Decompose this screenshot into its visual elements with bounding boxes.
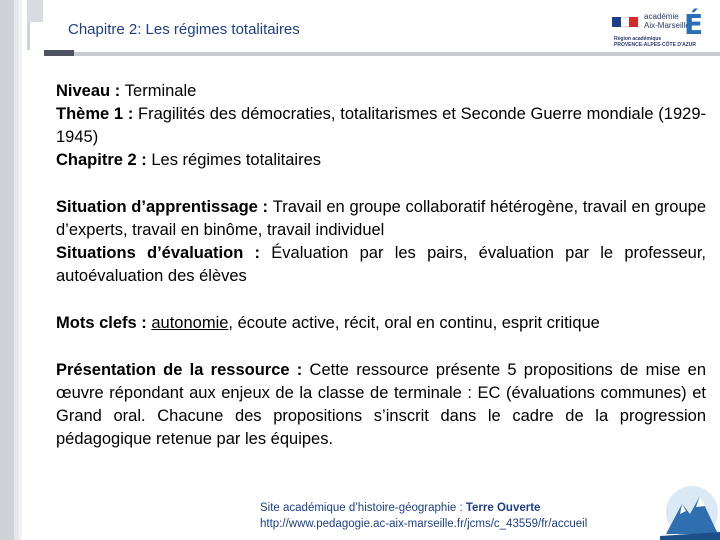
main-content xyxy=(56,80,706,475)
mots-clefs-rest: , écoute active, récit, oral en continu, esprit critique xyxy=(228,314,600,332)
left-decor-bar-lighter xyxy=(19,0,22,540)
niveau-line xyxy=(56,80,706,103)
theme-label: Thème 1 : xyxy=(56,105,139,123)
theme-value: Fragilités des démocraties, totalitarismes et Seconde Guerre mondiale (1929-1945) xyxy=(56,105,706,146)
evaluation-label: Situations d’évaluation : xyxy=(56,244,272,262)
footer xyxy=(260,500,587,532)
mots-clefs-label: Mots clefs : xyxy=(56,314,152,332)
academie-logo xyxy=(612,8,708,52)
presentation-value: Cette ressource présente 5 propositions de mise en œuvre répondant aux enjeux de la classe de terminale : EC (évaluations communes) et Grand oral. Chacune des propositions s’inscrit dans le cadre de la progression pédagogique retenue par les équipes. xyxy=(56,361,707,448)
situations-block xyxy=(56,196,706,288)
footer-site-line xyxy=(260,500,587,516)
presentation-label: Présentation de la ressource : xyxy=(56,361,310,379)
header-rule-accent xyxy=(44,50,74,56)
footer-site-prefix: Site académique d’histoire-géographie : xyxy=(260,502,466,514)
logo-text xyxy=(644,12,690,30)
mots-clefs-first: autonomie xyxy=(151,314,229,332)
mots-clefs-block xyxy=(56,312,706,335)
logo-e-icon: É xyxy=(684,8,704,41)
logo-sub2: PROVENCE-ALPES-CÔTE D'AZUR xyxy=(614,42,697,48)
logo-line1: académie xyxy=(644,12,679,21)
footer-site-name: Terre Ouverte xyxy=(465,502,541,514)
apprentissage-value: Travail en groupe collaboratif hétérogène, travail en groupe d’experts, travail en binôme, travail individuel xyxy=(56,198,707,239)
info-block xyxy=(56,80,706,172)
logo-line2: Aix-Marseille xyxy=(644,21,690,30)
left-decor-bar xyxy=(0,0,14,540)
chapitre-value: Les régimes totalitaires xyxy=(151,151,322,169)
presentation-block xyxy=(56,359,706,451)
apprentissage-line xyxy=(56,196,706,242)
french-flag-icon xyxy=(612,17,638,27)
header-rule xyxy=(44,52,720,56)
niveau-value: Terminale xyxy=(124,82,197,100)
terre-ouverte-mountain-icon xyxy=(660,478,720,540)
presentation-line xyxy=(56,359,706,451)
niveau-label: Niveau : xyxy=(56,82,125,100)
footer-url-link[interactable]: http://www.pedagogie.ac-aix-marseille.fr/jcms/c_43559/fr/accueil xyxy=(260,518,588,530)
page-title: Chapitre 2: Les régimes totalitaires xyxy=(68,21,300,38)
theme-line xyxy=(56,103,706,149)
chapitre-line xyxy=(56,149,706,172)
evaluation-line xyxy=(56,242,706,288)
top-decor-line xyxy=(27,22,43,50)
logo-sub1: Région académique xyxy=(614,36,662,42)
top-decor-block xyxy=(27,0,43,22)
mots-clefs-line xyxy=(56,312,706,335)
apprentissage-label: Situation d’apprentissage : xyxy=(56,198,273,216)
chapitre-label: Chapitre 2 : xyxy=(56,151,152,169)
evaluation-value: Évaluation par les pairs, évaluation par le professeur, autoévaluation des élèves xyxy=(56,244,706,285)
